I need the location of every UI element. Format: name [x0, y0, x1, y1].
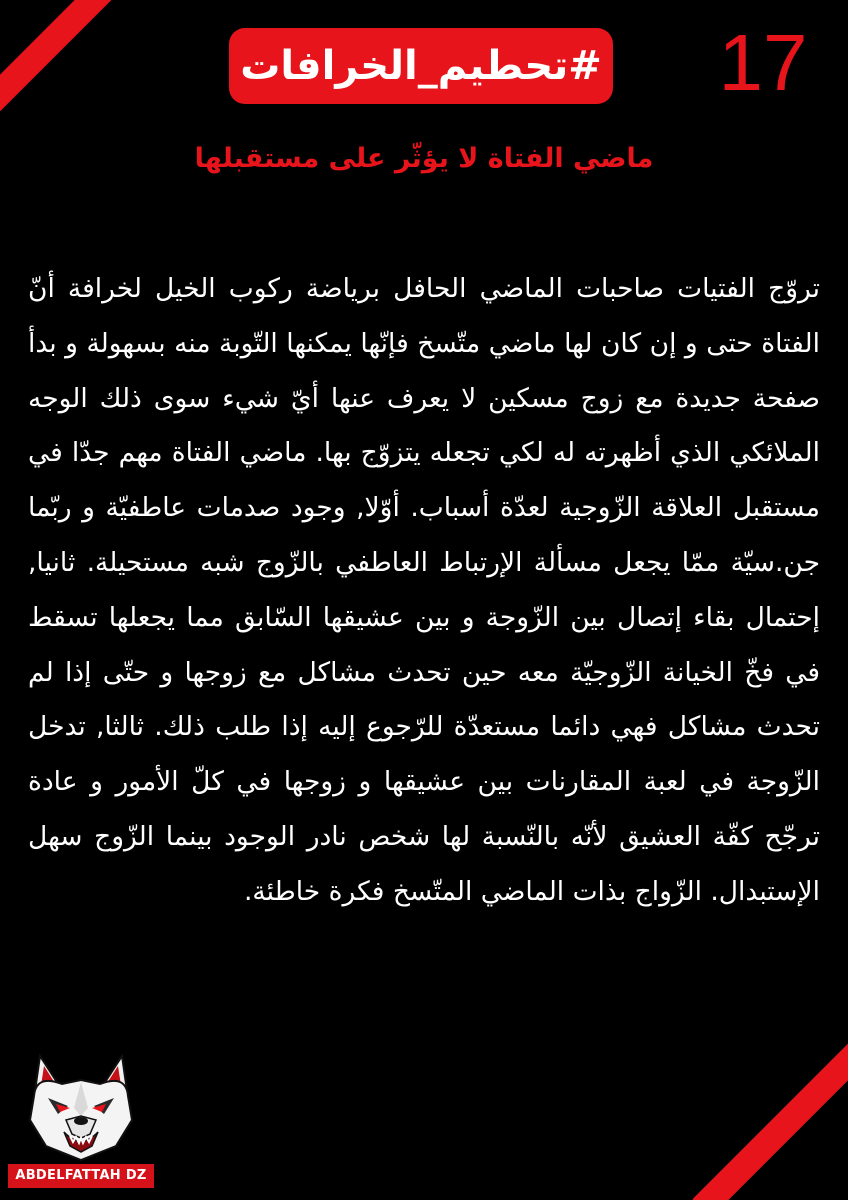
corner-stripe-top-left: [0, 0, 140, 113]
post-subtitle: ماضي الفتاة لا يؤثّر على مستقبلها: [194, 143, 654, 174]
brand-logo: [8, 1050, 154, 1200]
wolf-head-icon: [18, 1050, 144, 1162]
hashtag-badge: [229, 28, 613, 104]
corner-stripe-bottom-right: [692, 1036, 848, 1200]
body-paragraph: تروّج الفتيات صاحبات الماضي الحافل برياضة ركوب الخيل لخرافة أنّ الفتاة حتى و إن كان لها ماضي متّسخ فإنّها يمكنها التّوبة منه بسهولة و بدأ صفحة جديدة مع زوج مسكين لا يعرف عنها أيّ شيء سوى ذلك الوجه الملائكي الذي أظهرته له لكي تجعله يتزوّج بها. ماضي الفتاة مهم جدّا في مستقبل العلاقة الزّوجية لعدّة أسباب. أوّلا, وجود صدمات عاطفيّة و ربّما جن.سيّة ممّا يجعل مسألة الإرتباط العاطفي بالزّوج شبه مستحيلة. ثانيا, إحتمال بقاء إتصال بين الزّوجة و بين عشيقها السّابق مما يجعلها تسقط في فخّ الخيانة الزّوجيّة معه حين تحدث مشاكل مع زوجها و حتّى إذا لم تحدث مشاكل فهي دائما مستعدّة للرّجوع إليه إذا طلب ذلك. ثالثا, تدخل الزّوجة في لعبة المقارنات بين عشيقها و زوجها في كلّ الأمور و عادة ترجّح كفّة العشيق لأنّه بالنّسبة لها شخص نادر الوجود بينما الزّوج سهل الإستبدال. الزّواج بذات الماضي المتّسخ فكرة خاطئة.: [28, 273, 820, 907]
brand-name: ABDELFATTAH DZ: [8, 1164, 154, 1188]
episode-number: 17: [718, 18, 808, 107]
hashtag-label: #تحطيم_الخرافات: [240, 43, 602, 89]
